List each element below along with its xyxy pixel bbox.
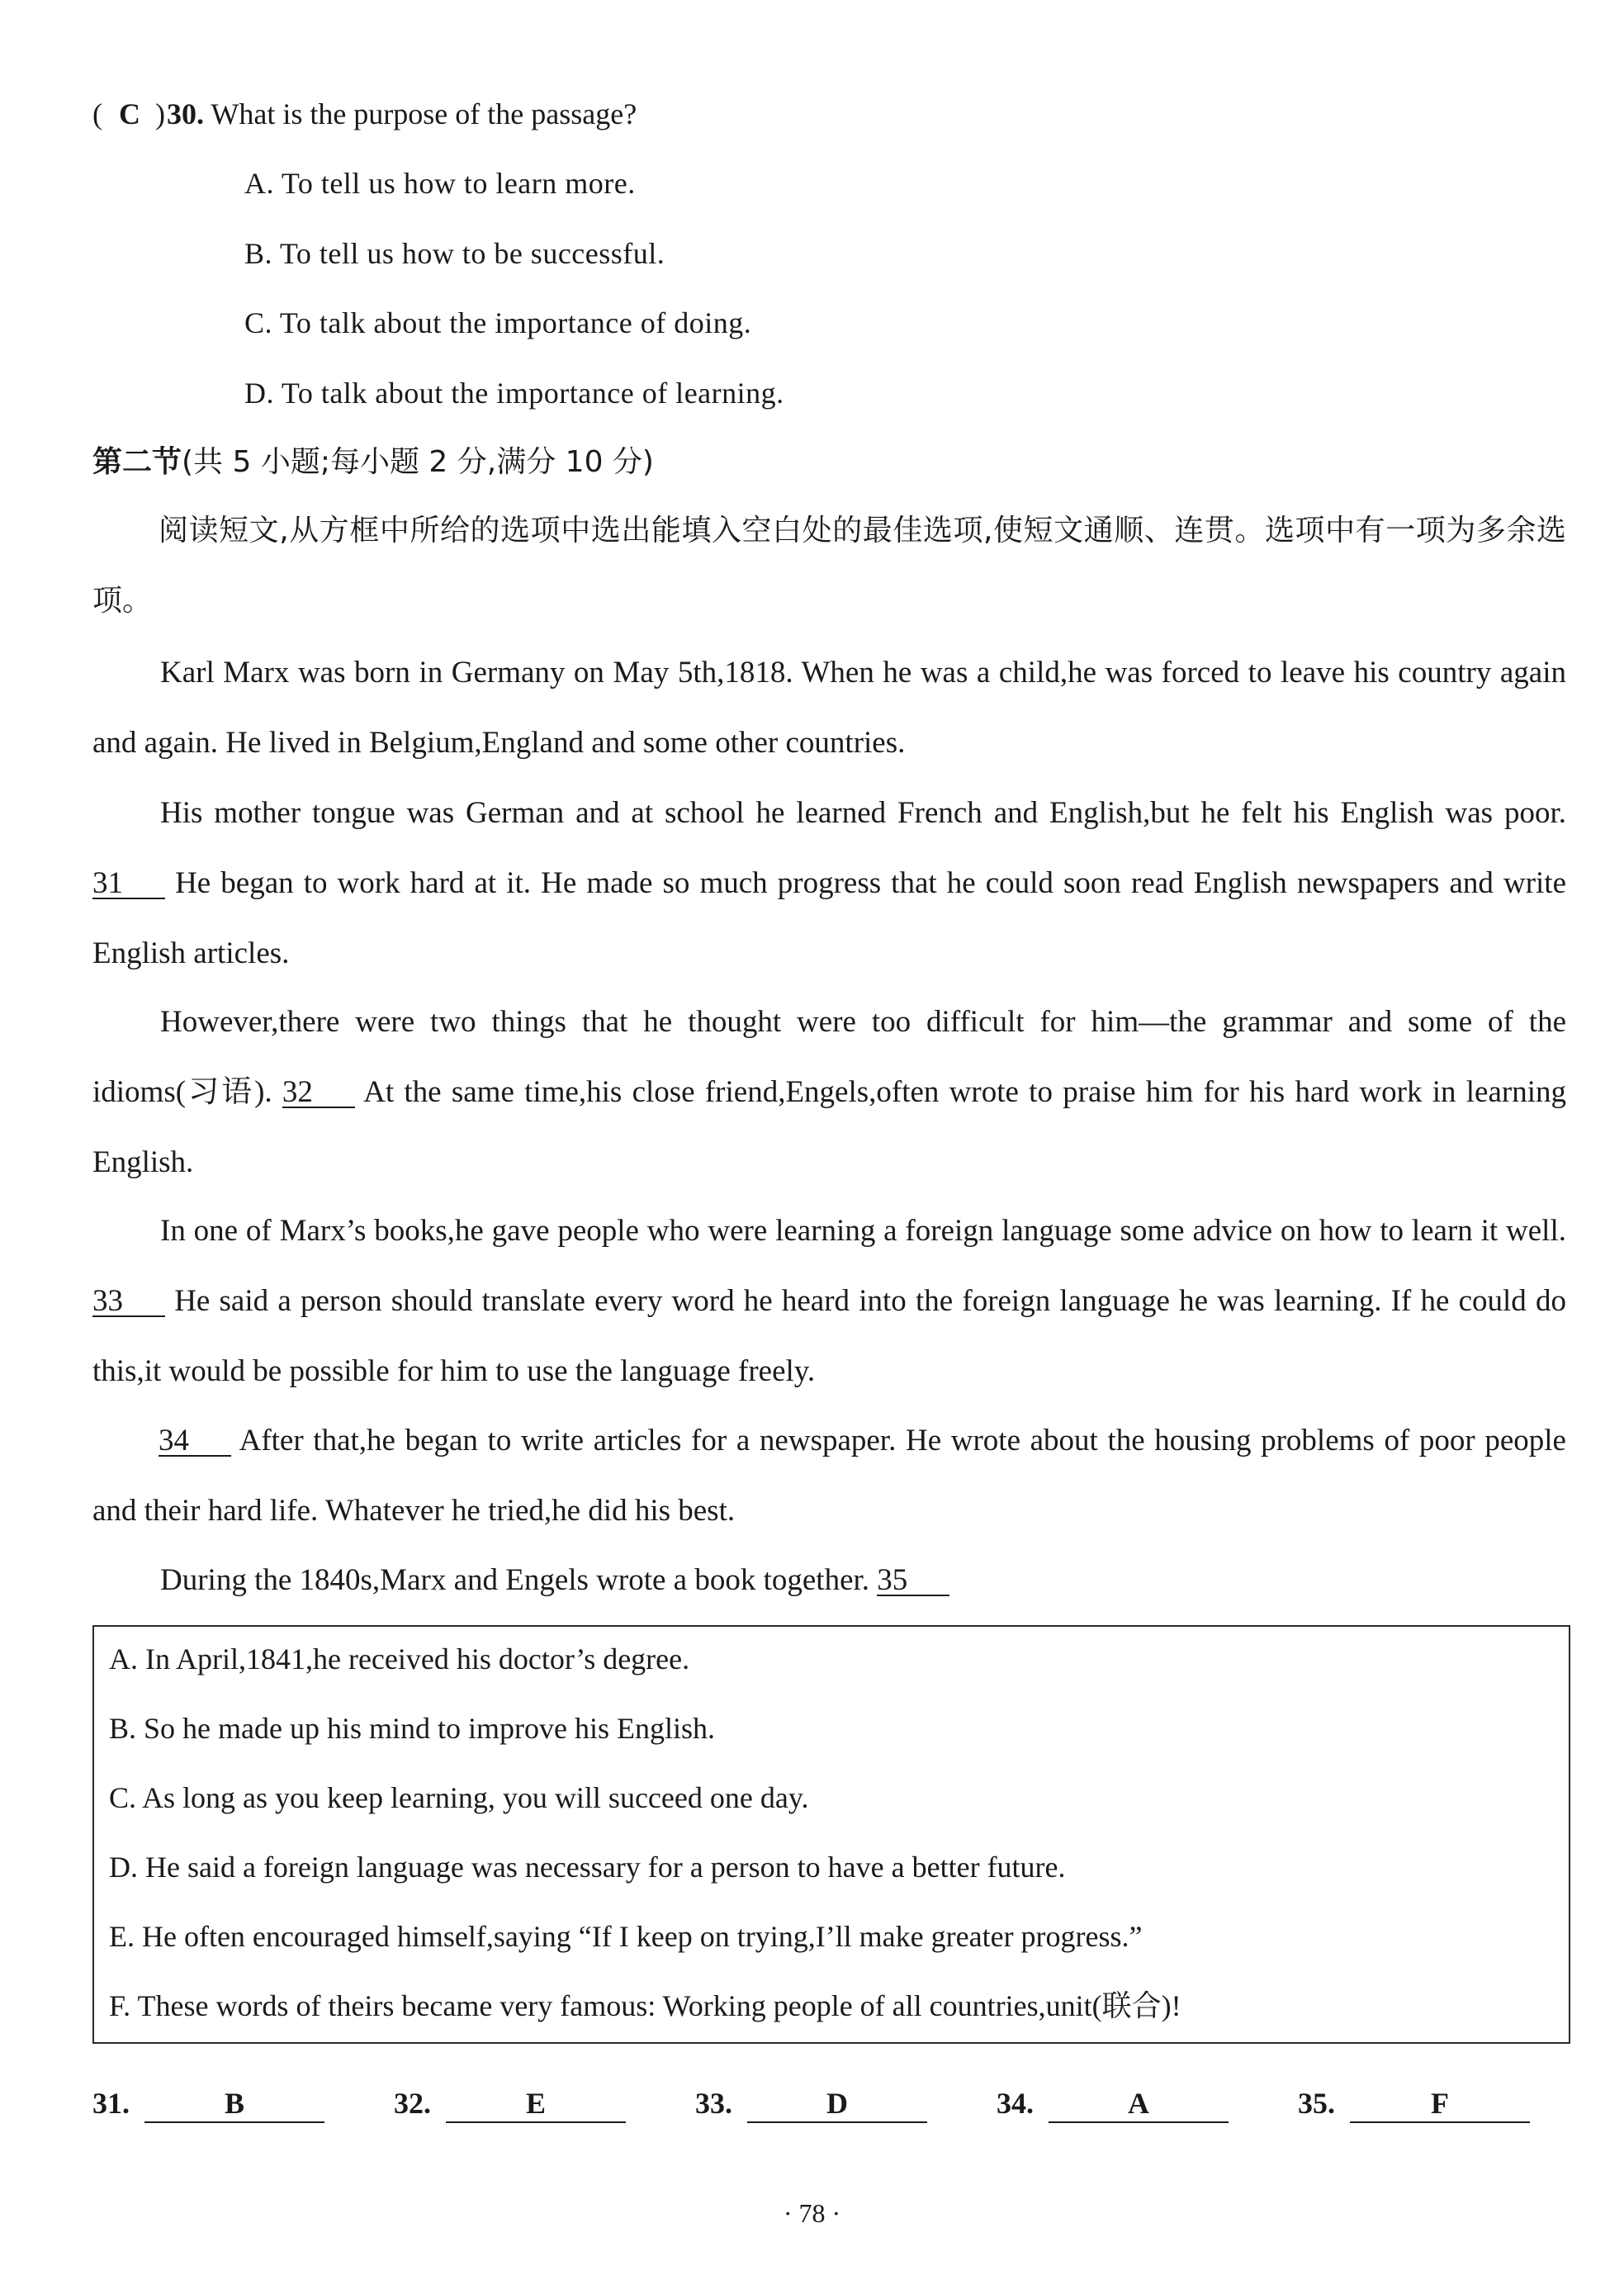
- blank-31: 31: [92, 870, 165, 899]
- paragraph-3-text-b: At the same time,his close friend,Engels,often wrote to praise him for his hard work in learning English.: [92, 1075, 1566, 1179]
- passage-paragraph-6: [92, 1545, 1566, 1615]
- choice-e: E. He often encouraged himself,saying “If I keep on trying,I’ll make greater progress.”: [109, 1920, 1143, 1953]
- paragraph-3-text-a: However,there were two things that he thought were too difficult for him—the grammar and some of the idioms(习语).: [92, 1005, 1566, 1109]
- answer-34-value: A: [1049, 2085, 1229, 2123]
- section-2-info: (共 5 小题;每小题 2 分,满分 10 分): [182, 445, 654, 479]
- answer-31-value: B: [144, 2085, 324, 2123]
- passage-paragraph-4: [92, 1196, 1566, 1406]
- paragraph-4-text-b: He said a person should translate every word he heard into the foreign language he was learning. If he could do this,it would be possible for him to use the language freely.: [92, 1284, 1566, 1388]
- question-30: [92, 96, 637, 132]
- blank-34: 34: [159, 1427, 231, 1457]
- answer-32-label: 32.: [394, 2087, 431, 2120]
- paragraph-4-text-a: In one of Marx’s books,he gave people who were learning a foreign language some advice on how to learn it well.: [160, 1214, 1566, 1248]
- question-30-option-b: B. To tell us how to be successful.: [244, 237, 665, 270]
- choice-a: A. In April,1841,he received his doctor’s degree.: [109, 1642, 690, 1675]
- answer-paren-close: ): [155, 97, 167, 130]
- question-30-answer: C: [119, 97, 140, 130]
- answer-35-label: 35.: [1298, 2087, 1335, 2120]
- passage-paragraph-1: Karl Marx was born in Germany on May 5th,1818. When he was a child,he was forced to leave his country again and again. He lived in Belgium,England and some other countries.: [92, 656, 1566, 760]
- paragraph-6-text: During the 1840s,Marx and Engels wrote a book together.: [160, 1563, 870, 1597]
- answer-35-value: F: [1350, 2085, 1530, 2123]
- question-30-text: What is the purpose of the passage?: [211, 97, 637, 130]
- section-2-title: 第二节: [92, 445, 182, 479]
- answer-32-value: E: [446, 2085, 626, 2123]
- paragraph-2-text-b: He began to work hard at it. He made so much progress that he could soon read English newspapers and write English articles.: [92, 866, 1567, 970]
- passage-paragraph-3: [92, 987, 1566, 1197]
- choice-b: B. So he made up his mind to improve his English.: [109, 1712, 715, 1745]
- passage-paragraph-5: [92, 1405, 1566, 1546]
- question-30-option-d: D. To talk about the importance of learning.: [244, 377, 784, 410]
- choice-d: D. He said a foreign language was necessary for a person to have a better future.: [109, 1851, 1066, 1884]
- blank-32: 32: [282, 1078, 355, 1108]
- question-30-option-c: C. To talk about the importance of doing.: [244, 306, 752, 339]
- page-number: · 78 ·: [783, 2198, 841, 2228]
- paragraph-5-text: After that,he began to write articles for a newspaper. He wrote about the housing problems of poor people and their hard life. Whatever he tried,he did his best.: [92, 1424, 1566, 1528]
- section-2-heading: [92, 444, 654, 481]
- answer-33-value: D: [747, 2085, 927, 2123]
- question-30-number: 30.: [167, 97, 204, 130]
- answer-paren-open: (: [92, 97, 104, 130]
- blank-35: 35: [877, 1566, 949, 1596]
- choices-box: [92, 1625, 1570, 2044]
- answer-34-label: 34.: [997, 2087, 1034, 2120]
- blank-33: 33: [92, 1287, 165, 1317]
- answer-33-label: 33.: [695, 2087, 732, 2120]
- passage-paragraph-2: [92, 778, 1566, 988]
- section-2-instruction: 阅读短文,从方框中所给的选项中选出能填入空白处的最佳选项,使短文通顺、连贯。选项中有一项为多余选项。: [92, 514, 1566, 618]
- choice-f: F. These words of theirs became very famous: Working people of all countries,unit(联合)!: [109, 1989, 1181, 2022]
- paragraph-2-text-a: His mother tongue was German and at school he learned French and English,but he felt his English was poor.: [160, 796, 1566, 830]
- answer-31-label: 31.: [92, 2087, 130, 2120]
- question-30-option-a: A. To tell us how to learn more.: [244, 167, 636, 200]
- choice-c: C. As long as you keep learning, you will succeed one day.: [109, 1781, 809, 1814]
